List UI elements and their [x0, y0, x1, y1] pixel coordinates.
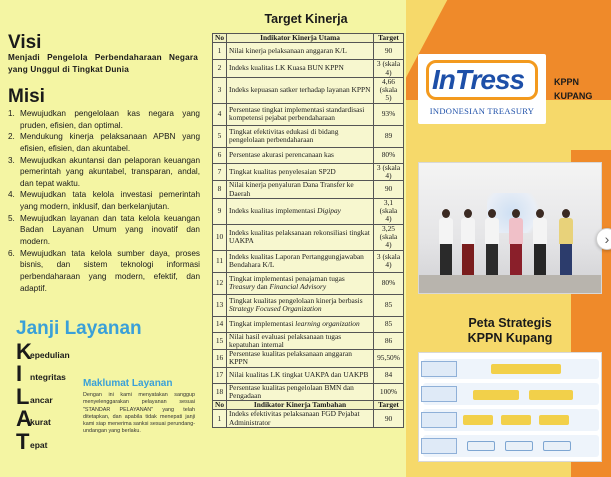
peta-title-line-2: KPPN Kupang: [467, 331, 553, 345]
table-row: [213, 250, 404, 272]
misi-item-number: 6.: [8, 248, 15, 258]
kilat-word: ntegritas: [30, 372, 66, 382]
header-target: Target: [374, 34, 404, 43]
kilat-word: kurat: [30, 417, 51, 427]
misi-item-number: 1.: [8, 109, 15, 118]
cell-indikator: Persentase kualitas pelaksanaan anggaran KPPN: [227, 350, 374, 368]
table-row: [213, 198, 404, 224]
kilat-letter: K: [16, 338, 32, 364]
peta-strategis-title: [420, 316, 600, 346]
kilat-letter: T: [16, 428, 30, 454]
table-row: [213, 410, 404, 428]
misi-item-number: 3.: [8, 155, 15, 165]
cell-target: 90: [374, 181, 404, 199]
cell-indikator: Tingkat implementasi penajaman tugas Treasury dan Financial Advisory: [227, 272, 374, 294]
table-header-row: [213, 34, 404, 43]
person-figure: [533, 209, 547, 275]
table-row: [213, 147, 404, 163]
table-row: [213, 332, 404, 350]
cell-target: 3 (skala 4): [374, 60, 404, 78]
cell-indikator: Persentase tingkat implementasi standardisasi kompetensi pejabat perbendaharaan: [227, 103, 374, 125]
cell-indikator: Persentase akurasi perencanaan kas: [227, 147, 374, 163]
cell-indikator: Tingkat kualitas penyelesaian SP2D: [227, 163, 374, 181]
misi-item: [8, 108, 200, 131]
kilat-item: [16, 340, 70, 363]
cell-indikator: Nilai hasil evaluasi pelaksanaan tugas kepatuhan internal: [227, 332, 374, 350]
kilat-item: [16, 430, 70, 453]
cell-target: 89: [374, 125, 404, 147]
cell-indikator: Indeks kualitas LK Kuasa BUN KPPN: [227, 60, 374, 78]
misi-item: [8, 213, 200, 248]
header-no: No: [213, 34, 227, 43]
subheader-target: Target: [374, 401, 404, 410]
target-kinerja-table: [212, 33, 404, 428]
group-photo: [418, 162, 602, 294]
kilat-letter: I: [16, 361, 23, 386]
person-figure: [485, 209, 499, 275]
cell-no: 11: [213, 250, 227, 272]
cell-indikator: Indeks kualitas Laporan Pertanggungjawaban Bendahara K/L: [227, 250, 374, 272]
table-row: [213, 181, 404, 199]
misi-list: [8, 108, 200, 294]
cell-indikator: Tingkat implementasi learning organization: [227, 316, 374, 332]
cell-no: 1: [213, 43, 227, 60]
cell-indikator: Nilai kinerja pelaksanaan anggaran K/L: [227, 43, 374, 60]
right-panel: [406, 0, 611, 477]
misi-item-number: 2.: [8, 132, 15, 142]
cell-indikator: Persentase kualitas pengelolaan BMN dan Pengadaan: [227, 383, 374, 401]
left-panel: [0, 0, 206, 477]
cell-target: 95,50%: [374, 350, 404, 368]
misi-item-text: Mewujudkan layanan dan tata kelola keuangan Badan Layanan Umum yang inovatif dan modern.: [20, 213, 200, 247]
cell-indikator: Nilai kinerja penyaluran Dana Transfer ke Daerah: [227, 181, 374, 199]
cell-no: 5: [213, 125, 227, 147]
strategy-map-image: [418, 352, 602, 462]
table-row: [213, 272, 404, 294]
cell-no: 17: [213, 367, 227, 383]
peta-title-line-1: Peta Strategis: [468, 316, 552, 330]
cell-no: 2: [213, 60, 227, 78]
misi-item-text: Mewujudkan akuntansi dan pelaporan keuangan pemerintah yang akuntabel, transparan, andal, dan tepat waktu.: [20, 155, 200, 188]
cell-no: 16: [213, 350, 227, 368]
intress-logo: [418, 54, 546, 124]
table-row: [213, 77, 404, 103]
table-row: [213, 224, 404, 250]
cell-target: 80%: [374, 147, 404, 163]
cell-target: 90: [374, 43, 404, 60]
kilat-word: epedulian: [30, 349, 70, 360]
cell-target: 90: [374, 410, 404, 428]
misi-item-number: 4.: [8, 190, 15, 200]
cell-no: 18: [213, 383, 227, 401]
person-figure: [509, 209, 523, 275]
person-figure: [559, 209, 573, 275]
table-body: [213, 43, 404, 428]
cell-indikator: Indeks kepuasan satker terhadap layanan KPPN: [227, 77, 374, 103]
cell-target: 85: [374, 316, 404, 332]
cell-no: 14: [213, 316, 227, 332]
table-row: [213, 103, 404, 125]
logo-wordmark: InTress: [432, 64, 525, 95]
misi-item-number: 5.: [8, 213, 15, 223]
kilat-letter: L: [16, 383, 30, 409]
janji-layanan-title: Janji Layanan: [16, 318, 142, 339]
table-row: [213, 316, 404, 332]
kilat-item: [16, 363, 70, 386]
cell-no: 9: [213, 198, 227, 224]
table-row: [213, 125, 404, 147]
kilat-letter: A: [16, 406, 32, 431]
carousel-next-button[interactable]: ›: [596, 228, 611, 250]
cell-target: 100%: [374, 383, 404, 401]
cell-indikator: Nilai kualitas LK tingkat UAKPA dan UAKPB: [227, 367, 374, 383]
cell-target: 3,1 (skala 4): [374, 198, 404, 224]
cell-target: 4,66 (skala 5): [374, 77, 404, 103]
kilat-item: [16, 385, 70, 408]
table-row: [213, 163, 404, 181]
table-row: [213, 367, 404, 383]
cell-target: 86: [374, 332, 404, 350]
cell-indikator: Indeks kualitas implementasi Digipay: [227, 198, 374, 224]
cell-target: 3 (skala 4): [374, 163, 404, 181]
table-row: [213, 383, 404, 401]
kilat-word: ancar: [30, 394, 53, 405]
misi-item-text: Mewujudkan pengelolaan kas negara yang pruden, efisien, dan optimal.: [20, 109, 200, 130]
cell-no: 7: [213, 163, 227, 181]
table-row: [213, 294, 404, 316]
misi-title: Misi: [8, 86, 45, 107]
visi-text: Menjadi Pengelola Perbendaharaan Negara yang Unggul di Tingkat Dunia: [8, 53, 198, 74]
cell-target: 3 (skala 4): [374, 250, 404, 272]
visi-title: Visi: [8, 32, 42, 53]
cell-target: 80%: [374, 272, 404, 294]
maklumat-title: Maklumat Layanan: [83, 378, 173, 389]
office-name: [554, 76, 592, 104]
header-indikator: Indikator Kinerja Utama: [227, 34, 374, 43]
target-kinerja-title: Target Kinerja: [264, 12, 348, 26]
misi-item: [8, 131, 200, 154]
office-line-2: KUPANG: [554, 90, 593, 101]
cell-no: 8: [213, 181, 227, 199]
misi-item: [8, 248, 200, 295]
center-panel: [206, 0, 406, 477]
misi-item: [8, 155, 200, 190]
cell-target: 84: [374, 367, 404, 383]
cell-no: 15: [213, 332, 227, 350]
cell-no: 3: [213, 77, 227, 103]
misi-item: [8, 189, 200, 212]
kilat-item: [16, 408, 70, 431]
cell-no: 10: [213, 224, 227, 250]
cell-no: 13: [213, 294, 227, 316]
cell-no: 4: [213, 103, 227, 125]
table-row: [213, 350, 404, 368]
cell-indikator: Indeks efektivitas pelaksanaan FGD Pejabat Administrator: [227, 410, 374, 428]
table-row: [213, 60, 404, 78]
misi-item-text: Mendukung kinerja pelaksanaan APBN yang efisien, efisien, dan akuntabel.: [20, 132, 200, 153]
logo-subtitle: INDONESIAN TREASURY: [429, 106, 535, 116]
cell-target: 85: [374, 294, 404, 316]
subheader-title: Indikator Kinerja Tambahan: [227, 401, 374, 410]
cell-no: 12: [213, 272, 227, 294]
cell-no: 6: [213, 147, 227, 163]
kilat-word: epat: [30, 439, 48, 450]
person-figure: [439, 209, 453, 275]
cell-indikator: Tingkat efektivitas edukasi di bidang pengelolaan perbendaharaan: [227, 125, 374, 147]
cell-target: 93%: [374, 103, 404, 125]
maklumat-text: Dengan ini kami menyatakan sanggup menyelenggarakan pelayanan sesuai "STANDAR PELAYANAN" yang telah ditetapkan, dan apabila tidak menepati janji kami siap menerima sanksi sesuai perundang-undangan yang berlaku.: [83, 392, 195, 435]
cell-indikator: Indeks kualitas pelaksanaan rekonsiliasi tingkat UAKPA: [227, 224, 374, 250]
table-row: [213, 43, 404, 60]
misi-item-text: Mewujudkan tata kelola sumber daya, proses bisnis, dan sistem teknologi informasi perbendaharaan yang modern, efektif, dan adaptif.: [20, 248, 200, 293]
subheader-no: No: [213, 401, 227, 410]
misi-item-text: Mewujudkan tata kelola investasi pemerintah yang modern, inklusif, dan berkelanjutan.: [20, 190, 200, 212]
person-figure: [461, 209, 475, 275]
cell-no: 1: [213, 410, 227, 428]
kilat-acronym: [16, 340, 70, 453]
cell-target: 3,25 (skala 4): [374, 224, 404, 250]
office-line-1: KPPN: [554, 77, 580, 87]
cell-indikator: Tingkat kualitas pengelolaan kinerja berbasis Strategy Focused Organization: [227, 294, 374, 316]
